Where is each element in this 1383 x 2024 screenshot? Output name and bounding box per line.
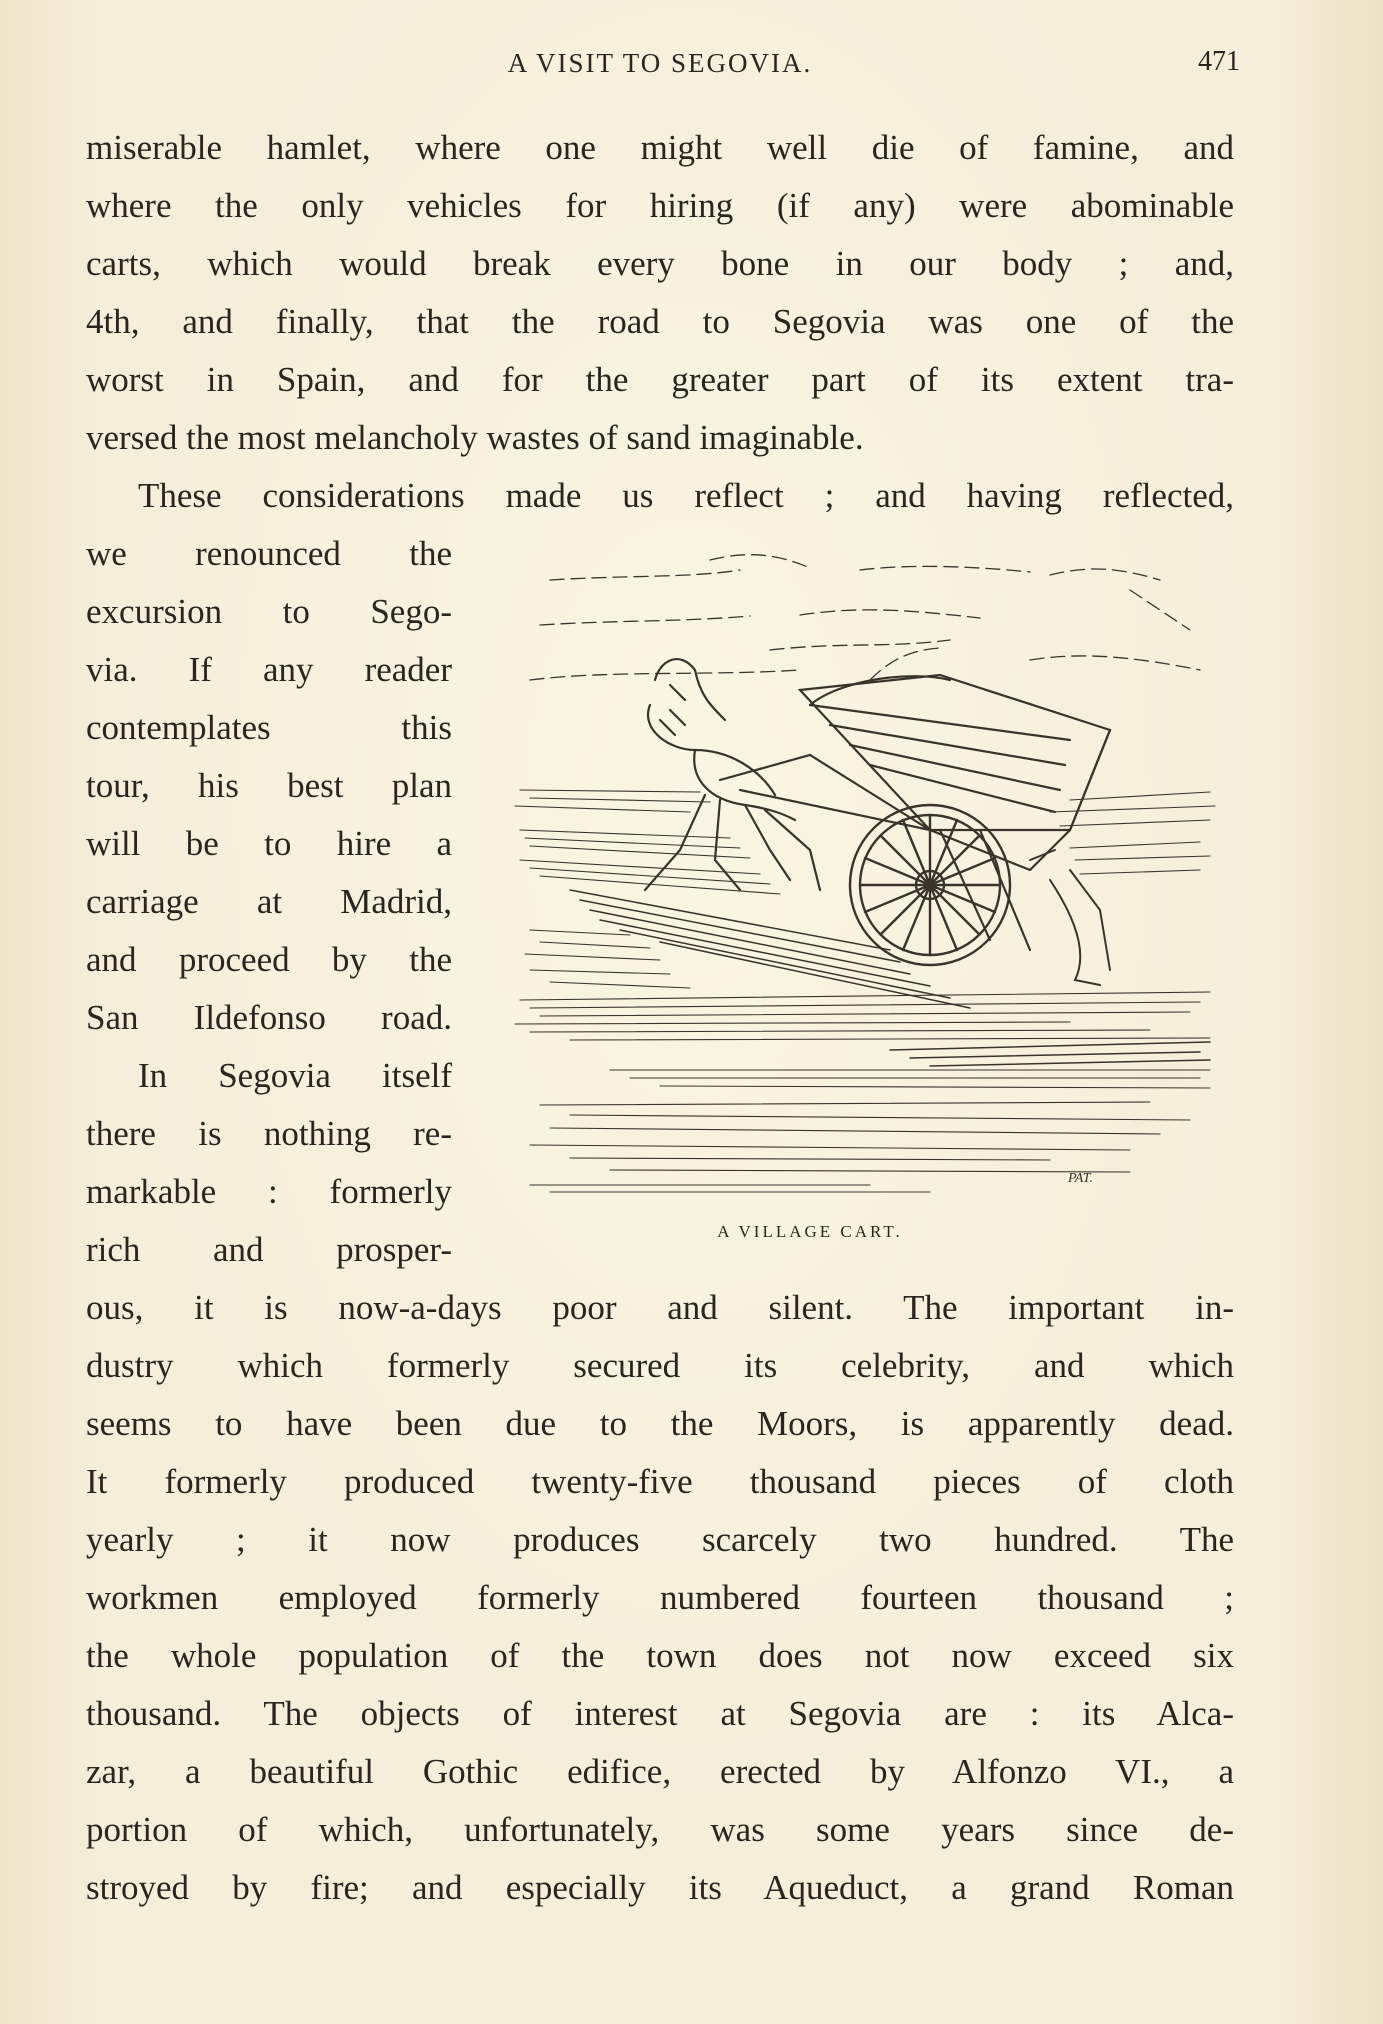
horse bbox=[645, 659, 820, 890]
text-line: miserable hamlet, where one might well die of famine, and bbox=[86, 128, 1234, 167]
text-line-narrow: rich and prosper- bbox=[86, 1230, 452, 1269]
text-line-narrow: markable : formerly bbox=[86, 1172, 452, 1211]
page-number: 471 bbox=[1198, 46, 1240, 77]
engraving-drawing bbox=[510, 530, 1230, 1210]
ground-hatching bbox=[515, 790, 1215, 1192]
cart-wheel bbox=[850, 805, 1010, 965]
text-line: It formerly produced twenty-five thousand pieces of cloth bbox=[86, 1462, 1234, 1501]
text-line: zar, a beautiful Gothic edifice, erected by Alfonzo VI., a bbox=[86, 1752, 1234, 1791]
text-line: the whole population of the town does not now exceed six bbox=[86, 1636, 1234, 1675]
text-line-narrow: San Ildefonso road. bbox=[86, 998, 452, 1037]
text-line: stroyed by fire; and especially its Aqueduct, a grand Roman bbox=[86, 1868, 1234, 1907]
text-line-narrow: via. If any reader bbox=[86, 650, 452, 689]
running-head bbox=[0, 44, 1383, 84]
text-line: seems to have been due to the Moors, is apparently dead. bbox=[86, 1404, 1234, 1443]
text-line-narrow: will be to hire a bbox=[86, 824, 452, 863]
text-line-narrow: tour, his best plan bbox=[86, 766, 452, 805]
text-line: portion of which, unfortunately, was some years since de- bbox=[86, 1810, 1234, 1849]
text-line-narrow: carriage at Madrid, bbox=[86, 882, 452, 921]
text-line-paragraph-end: versed the most melancholy wastes of sand imaginable. bbox=[86, 418, 864, 457]
text-line: carts, which would break every bone in our body ; and, bbox=[86, 244, 1234, 283]
engraver-signature: PAT. bbox=[1068, 1171, 1094, 1186]
text-line-narrow: we renounced the bbox=[86, 534, 452, 573]
text-line-narrow: and proceed by the bbox=[86, 940, 452, 979]
text-line: worst in Spain, and for the greater part of its extent tra- bbox=[86, 360, 1234, 399]
text-line: yearly ; it now produces scarcely two hundred. The bbox=[86, 1520, 1234, 1559]
text-line: ous, it is now-a-days poor and silent. The important in- bbox=[86, 1288, 1234, 1327]
text-line: 4th, and finally, that the road to Segovia was one of the bbox=[86, 302, 1234, 341]
text-line-paragraph-start: These considerations made us reflect ; and having reflected, bbox=[138, 476, 1234, 515]
text-line-narrow: excursion to Sego- bbox=[86, 592, 452, 631]
text-line: workmen employed formerly numbered fourteen thousand ; bbox=[86, 1578, 1234, 1617]
running-title: A VISIT TO SEGOVIA. bbox=[507, 48, 813, 78]
text-line-narrow: there is nothing re- bbox=[86, 1114, 452, 1153]
sky-strokes bbox=[530, 555, 1200, 680]
text-line-narrow: contemplates this bbox=[86, 708, 452, 747]
driver-figure bbox=[1030, 850, 1110, 985]
text-line-narrow-paragraph-start: In Segovia itself bbox=[138, 1056, 452, 1095]
figure-caption: A VILLAGE CART. bbox=[717, 1222, 903, 1241]
village-cart-illustration bbox=[510, 530, 1230, 1210]
text-line: thousand. The objects of interest at Segovia are : its Alca- bbox=[86, 1694, 1234, 1733]
text-line: dustry which formerly secured its celebrity, and which bbox=[86, 1346, 1234, 1385]
text-line: where the only vehicles for hiring (if any) were abominable bbox=[86, 186, 1234, 225]
